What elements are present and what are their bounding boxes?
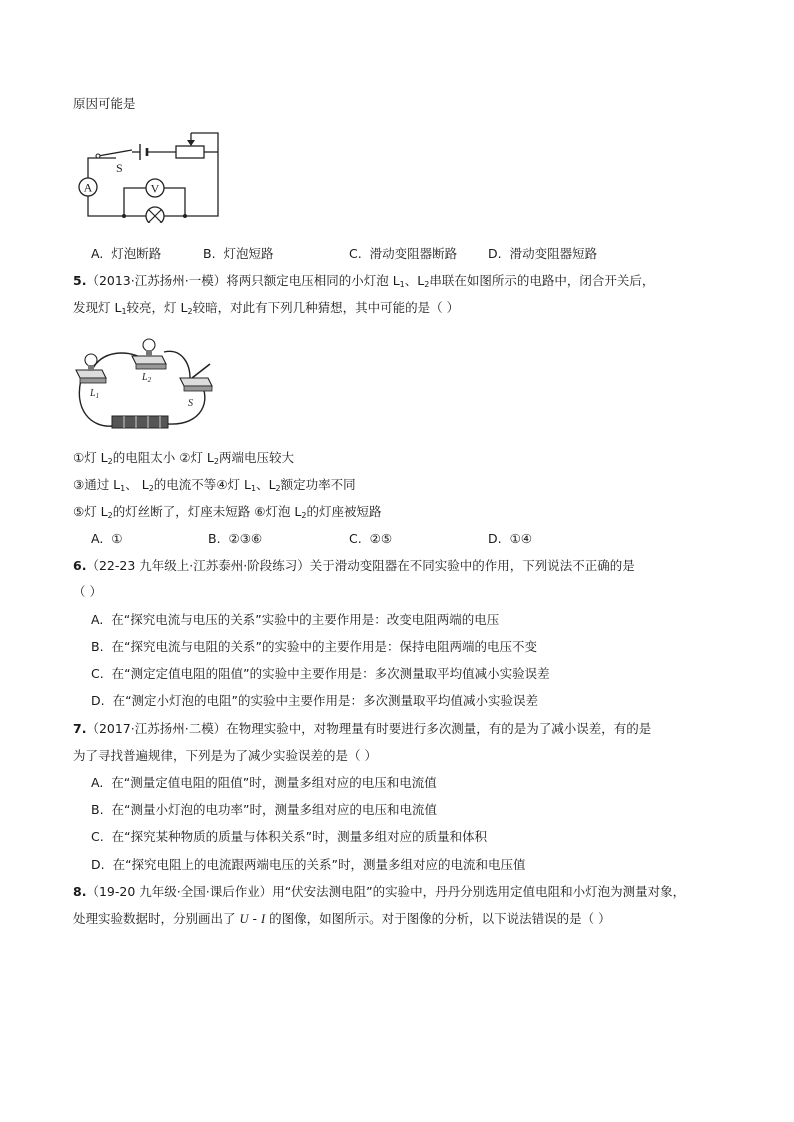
q5-option-c[interactable]: C. ②⑤ bbox=[349, 531, 393, 546]
q8-stem-line1: 8.（19-20 九年级·全国·课后作业）用“伏安法测电阻”的实验中，丹丹分别选用定值电阻和小灯泡为测量对象， bbox=[73, 884, 686, 899]
q7-option-b[interactable]: B. 在“测量小灯泡的电功率”时，测量多组对应的电压和电流值 bbox=[91, 802, 437, 817]
circuit-diagram-ammeter-voltmeter bbox=[72, 128, 222, 223]
prev-option-b[interactable]: B. 灯泡短路 bbox=[203, 246, 274, 261]
q6-option-c[interactable]: C. 在“测定定值电阻的阻值”的实验中主要作用是：多次测量取平均值减小实验误差 bbox=[91, 666, 550, 681]
switch-label: S bbox=[116, 161, 123, 175]
switch-label-s: S bbox=[188, 398, 193, 409]
q5-option-b[interactable]: B. ②③⑥ bbox=[208, 531, 263, 546]
q7-stem-line2: 为了寻找普遍规律，下列是为了减少实验误差的是（ ） bbox=[73, 748, 377, 763]
q5-guesses-line3: ⑤灯 $L_2$的灯丝断了，灯座未短路 ⑥灯泡 $L_2$的灯座被短路 bbox=[73, 504, 382, 520]
q7-option-c[interactable]: C. 在“探究某种物质的质量与体积关系”时，测量多组对应的质量和体积 bbox=[91, 829, 488, 844]
q5-guesses-line2: ③通过 $L_1$、 $L_2$的电流不等④灯 $L_1$、$L_2$额定功率不同 bbox=[73, 477, 356, 493]
q5-option-d[interactable]: D. ①④ bbox=[488, 531, 532, 546]
q5-stem-line1: 5.（2013·江苏扬州·一模）将两只额定电压相同的小灯泡 $L_1$、$L_2$串联在如图所示的电路中，闭合开关后， bbox=[73, 273, 655, 289]
voltmeter-label: V bbox=[150, 181, 160, 196]
question-lead-text: 原因可能是 bbox=[73, 96, 136, 111]
q6-option-d[interactable]: D. 在“测定小灯泡的电阻”的实验中主要作用是：多次测量取平均值减小实验误差 bbox=[91, 693, 539, 708]
svg-text:L2: $L_2$ bbox=[142, 372, 152, 384]
svg-text:L1: $L_1$ bbox=[90, 388, 100, 400]
q6-stem: 6.（22-23 九年级上·江苏泰州·阶段练习）关于滑动变阻器在不同实验中的作用，下列说法不正确的是 bbox=[73, 558, 635, 573]
q6-option-a[interactable]: A. 在“探究电流与电压的关系”实验中的主要作用是：改变电阻两端的电压 bbox=[91, 612, 500, 627]
prev-option-a[interactable]: A. 灯泡断路 bbox=[91, 246, 162, 261]
circuit-photo-two-lamps bbox=[72, 330, 222, 435]
q6-option-b[interactable]: B. 在“探究电流与电阻的关系”的实验中的主要作用是：保持电阻两端的电压不变 bbox=[91, 639, 537, 654]
prev-option-c[interactable]: C. 滑动变阻器断路 bbox=[349, 246, 458, 261]
q7-option-d[interactable]: D. 在“探究电阻上的电流跟两端电压的关系”时，测量多组对应的电流和电压值 bbox=[91, 857, 526, 872]
q5-option-a[interactable]: A. ① bbox=[91, 531, 123, 546]
q5-stem-line2: 发现灯 $L_1$较亮，灯 $L_2$较暗，对此有下列几种猜想，其中可能的是（ ） bbox=[73, 300, 460, 316]
prev-option-d[interactable]: D. 滑动变阻器短路 bbox=[488, 246, 598, 261]
q8-stem-line2: 处理实验数据时，分别画出了 U - I 的图像，如图所示。对于图像的分析，以下说法错误的是（ ） bbox=[73, 911, 611, 926]
q7-stem-line1: 7.（2017·江苏扬州·二模）在物理实验中，对物理量有时要进行多次测量，有的是为了减小误差，有的是 bbox=[73, 721, 652, 736]
lamp1-label: L bbox=[90, 388, 96, 399]
q5-guesses-line1: ①灯 $L_2$的电阻太小 ②灯 $L_2$两端电压较大 bbox=[73, 450, 295, 466]
q6-paren: （ ） bbox=[73, 584, 102, 599]
lamp2-label: L bbox=[142, 372, 148, 383]
ammeter-label: A bbox=[83, 180, 93, 195]
q7-option-a[interactable]: A. 在“测量定值电阻的阻值”时，测量多组对应的电压和电流值 bbox=[91, 775, 437, 790]
